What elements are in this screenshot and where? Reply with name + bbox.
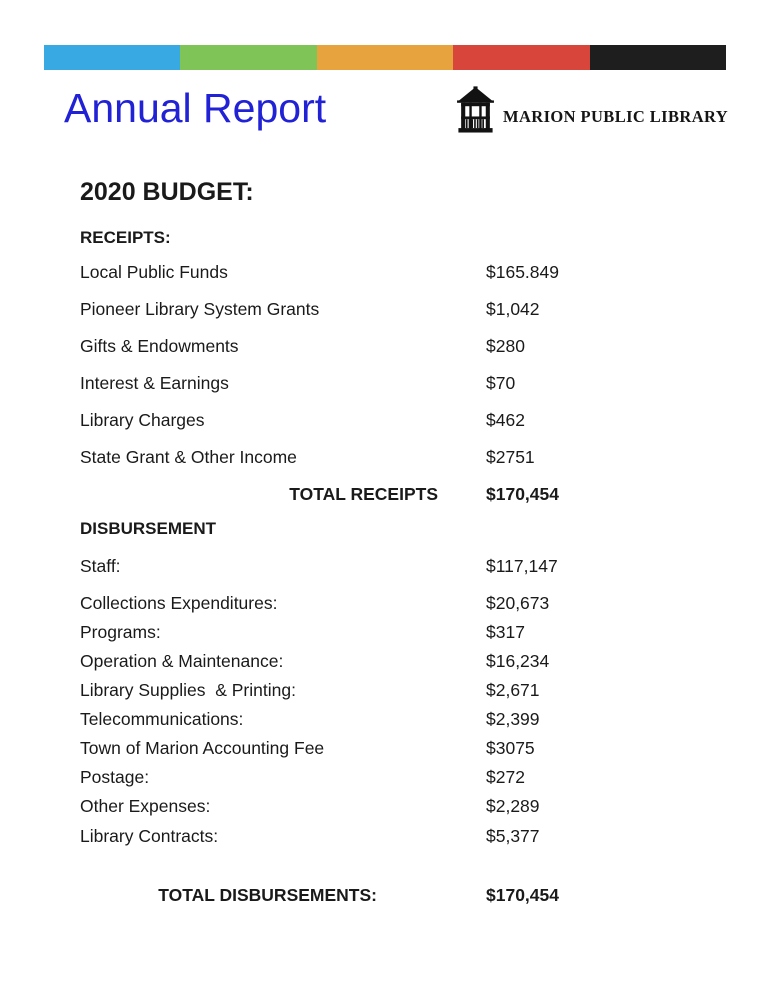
line-item-value: $5,377 [486, 826, 540, 846]
line-item-label: Staff: [80, 556, 121, 576]
line-item-label: Town of Marion Accounting Fee [80, 738, 325, 758]
topbar-segment-green [180, 45, 316, 70]
line-item-value: $462 [486, 410, 525, 430]
line-item-value: $272 [486, 767, 525, 787]
line-item-value: $317 [486, 622, 525, 642]
line-item-label: Library Charges [80, 410, 205, 430]
total-receipts-label: TOTAL RECEIPTS [289, 484, 438, 504]
report-title: Annual Report [64, 85, 327, 131]
line-item-value: $20,673 [486, 593, 550, 613]
topbar-segment-blue [44, 45, 180, 70]
line-item-label: Pioneer Library System Grants [80, 299, 320, 319]
library-name: MARION PUBLIC LIBRARY [503, 107, 729, 126]
topbar-segment-orange [317, 45, 453, 70]
line-item-label: State Grant & Other Income [80, 447, 297, 467]
line-item-label: Telecommunications: [80, 709, 244, 729]
budget-title: 2020 BUDGET: [80, 178, 254, 206]
line-item-label: Programs: [80, 622, 161, 642]
line-item-value: $70 [486, 373, 516, 393]
line-item-value: $117,147 [486, 556, 558, 576]
library-logo [455, 86, 728, 136]
topbar-segment-black [590, 45, 726, 70]
line-item-label: Library Contracts: [80, 826, 219, 846]
receipts-heading: RECEIPTS: [80, 228, 171, 247]
gazebo-icon [455, 86, 496, 136]
line-item-value: $16,234 [486, 651, 550, 671]
line-item-value: $165.849 [486, 262, 559, 282]
line-item-label: Library Supplies & Printing: [80, 680, 296, 700]
total-disbursements-value: $170,454 [486, 885, 559, 905]
line-item-value: $2,671 [486, 680, 540, 700]
line-item-label: Local Public Funds [80, 262, 228, 282]
line-item-label: Gifts & Endowments [80, 336, 239, 356]
line-item-value: $2751 [486, 447, 535, 467]
top-color-bar [44, 45, 726, 70]
total-disbursements-label: TOTAL DISBURSEMENTS: [158, 885, 377, 905]
line-item-label: Interest & Earnings [80, 373, 229, 393]
total-receipts-value: $170,454 [486, 484, 559, 504]
line-item-label: Operation & Maintenance: [80, 651, 284, 671]
line-item-value: $280 [486, 336, 525, 356]
line-item-value: $3075 [486, 738, 535, 758]
line-item-value: $1,042 [486, 299, 540, 319]
line-item-label: Postage: [80, 767, 150, 787]
line-item-value: $2,289 [486, 796, 540, 816]
line-item-label: Collections Expenditures: [80, 593, 278, 613]
disbursement-heading: DISBURSEMENT [80, 519, 217, 538]
line-item-label: Other Expenses: [80, 796, 211, 816]
line-item-value: $2,399 [486, 709, 540, 729]
topbar-segment-red [453, 45, 589, 70]
